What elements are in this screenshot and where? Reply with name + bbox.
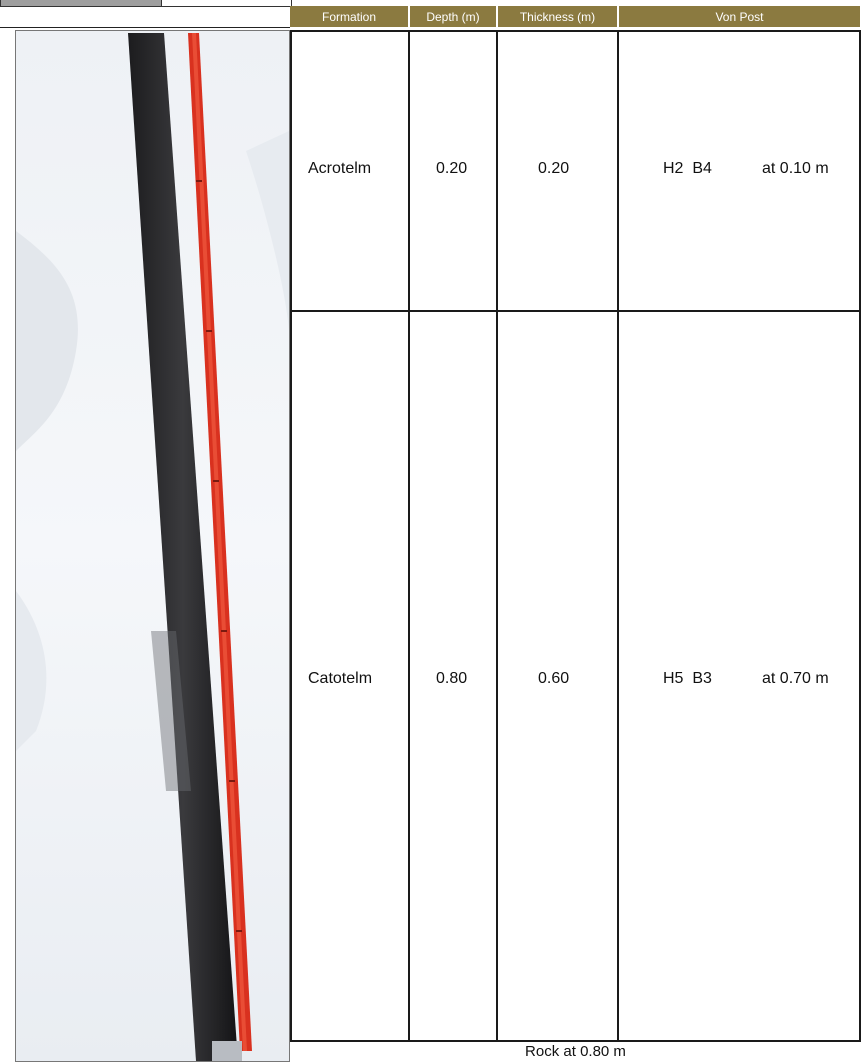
row-1-von-post-depth: at 0.10 m — [762, 160, 829, 177]
header-thickness: Thickness (m) — [498, 6, 617, 27]
grid-line — [290, 310, 861, 312]
header-formation: Formation — [290, 6, 408, 27]
row-1-depth: 0.20 — [436, 160, 468, 177]
header-fragment — [0, 0, 292, 7]
rock-depth-footer: Rock at 0.80 m — [525, 1043, 626, 1060]
header-von-post: Von Post — [619, 6, 860, 27]
row-2-von-post-depth: at 0.70 m — [762, 670, 829, 687]
row-1-thickness: 0.20 — [538, 160, 570, 177]
header-fragment-cell — [1, 0, 162, 6]
row-2-depth: 0.80 — [436, 670, 468, 687]
grid-line — [496, 30, 498, 1042]
row-2-formation: Catotelm — [308, 670, 373, 687]
row-1-formation: Acrotelm — [308, 160, 372, 177]
header-depth: Depth (m) — [410, 6, 496, 27]
row-2-von-post: H5 B3 — [663, 670, 712, 687]
grid-line — [290, 1040, 861, 1042]
grid-line — [408, 30, 410, 1042]
row-1-von-post: H2 B4 — [663, 160, 712, 177]
grid-line — [859, 30, 861, 1042]
core-photo — [15, 30, 290, 1062]
core-photo-illustration — [16, 31, 289, 1061]
grid-line — [290, 30, 292, 1042]
grid-line — [617, 30, 619, 1042]
row-2-thickness: 0.60 — [538, 670, 570, 687]
grid-line — [290, 30, 861, 32]
divider — [0, 27, 290, 28]
